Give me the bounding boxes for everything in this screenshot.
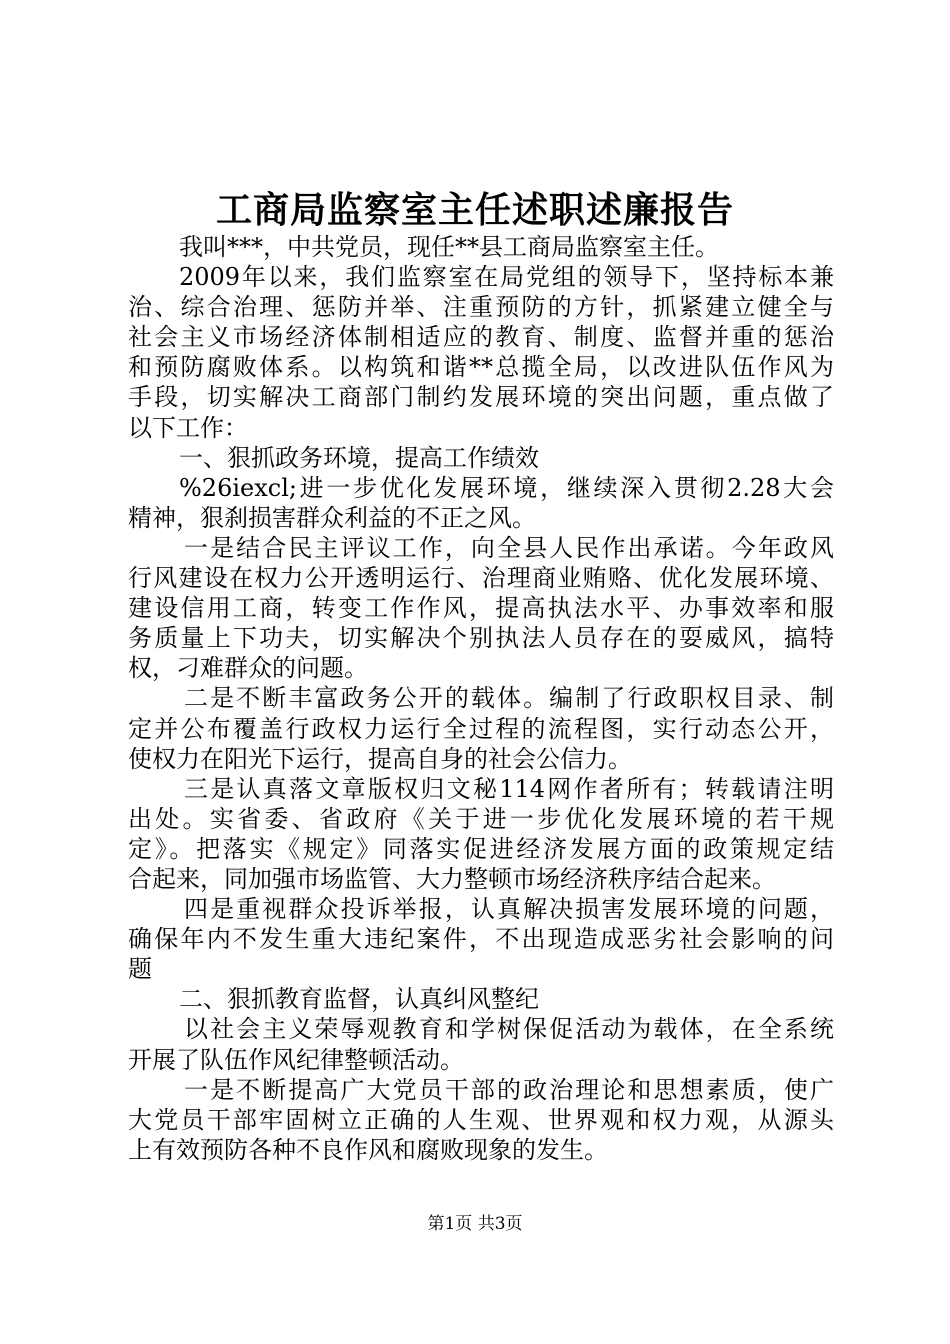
body-line: 出处。实省委、省政府《关于进一步优化发展环境的若干规	[128, 804, 834, 833]
body-line: 开展了队伍作风纪律整顿活动。	[128, 1045, 464, 1074]
body-line: 治、综合治理、惩防并举、注重预防的方针，抓紧建立健全与	[128, 293, 834, 322]
body-line: 以社会主义荣辱观教育和学树保促活动为载体，在全系统	[184, 1015, 834, 1044]
body-line: 一是不断提高广大党员干部的政治理论和思想素质，使广	[184, 1075, 834, 1104]
body-line: 精神，狠刹损害群众利益的不正之风。	[128, 503, 536, 532]
body-line: 手段，切实解决工商部门制约发展环境的突出问题，重点做了	[128, 383, 834, 412]
body-line: 行风建设在权力公开透明运行、治理商业贿赂、优化发展环境、	[128, 564, 834, 593]
body-line: 和预防腐败体系。以构筑和谐**总揽全局，以改进队伍作风为	[128, 353, 834, 382]
section-heading: 一、狠抓政务环境，提高工作绩效	[179, 443, 539, 472]
body-line: 合起来，同加强市场监管、大力整顿市场经济秩序结合起来。	[128, 864, 776, 893]
body-line: 我叫***，中共党员，现任**县工商局监察室主任。	[179, 233, 719, 261]
body-line: 定并公布覆盖行政权力运行全过程的流程图，实行动态公开，	[128, 714, 834, 743]
body-line: 上有效预防各种不良作风和腐败现象的发生。	[128, 1135, 608, 1164]
body-line: 三是认真落文章版权归文秘114网作者所有；转载请注明	[184, 774, 834, 803]
body-line: 使权力在阳光下运行，提高自身的社会公信力。	[128, 744, 632, 773]
body-line: 题	[128, 955, 152, 984]
document-body	[128, 232, 834, 1165]
body-line: 社会主义市场经济体制相适应的教育、制度、监督并重的惩治	[128, 323, 834, 352]
body-line: 建设信用工商，转变工作作风，提高执法水平、办事效率和服	[128, 594, 834, 623]
body-line: 二是不断丰富政务公开的载体。编制了行政职权目录、制	[184, 684, 834, 713]
body-line: 权，刁难群众的问题。	[128, 654, 368, 683]
body-line: 大党员干部牢固树立正确的人生观、世界观和权力观，从源头	[128, 1105, 834, 1134]
body-line: 确保年内不发生重大违纪案件，不出现造成恶劣社会影响的问	[128, 925, 834, 954]
body-line: 定》。把落实《规定》同落实促进经济发展方面的政策规定结	[128, 834, 834, 863]
body-line: 务质量上下功夫，切实解决个别执法人员存在的耍威风，搞特	[128, 624, 834, 653]
page-footer: 第1页 共3页	[427, 1214, 523, 1234]
body-line: 以下工作：	[128, 413, 248, 442]
section-heading: 二、狠抓教育监督，认真纠风整纪	[179, 985, 539, 1014]
body-line: 四是重视群众投诉举报，认真解决损害发展环境的问题，	[184, 895, 834, 924]
body-line: 2009年以来，我们监察室在局党组的领导下，坚持标本兼	[179, 263, 834, 292]
body-line: 一是结合民主评议工作，向全县人民作出承诺。今年政风	[184, 533, 834, 562]
document-title: 工商局监察室主任述职述廉报告	[215, 189, 734, 231]
body-line: %26iexcl;进一步优化发展环境，继续深入贯彻2.28大会	[179, 473, 834, 502]
